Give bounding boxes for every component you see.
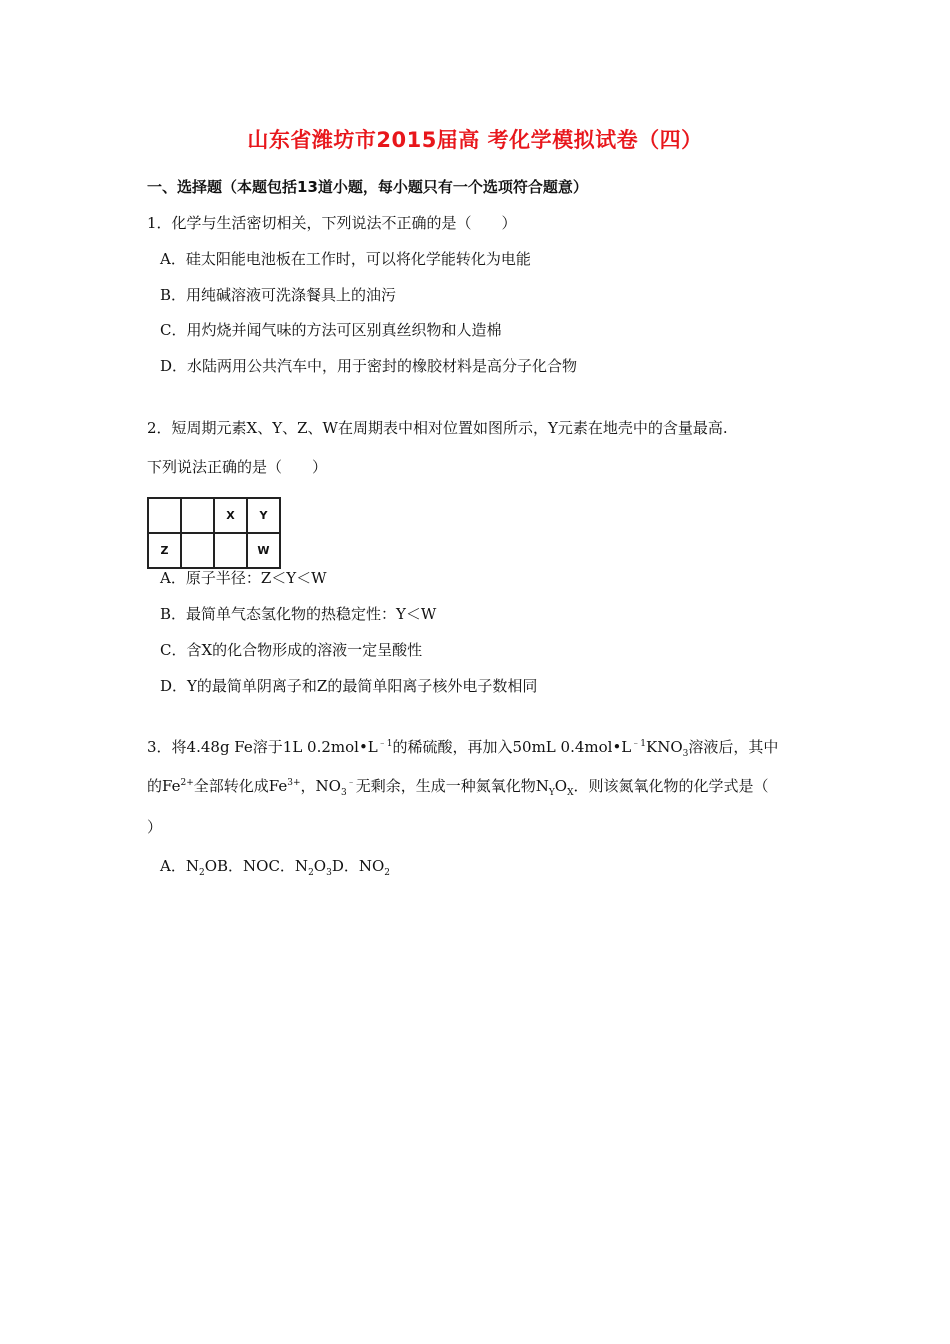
periodic-table-cell: Y [247,498,280,533]
q2-option-c: C．含X的化合物形成的溶液一定呈酸性 [160,641,423,659]
q2-option-a: A．原子半径：Z＜Y＜W [160,569,327,587]
q2-option-b: B．最简单气态氢化物的热稳定性：Y＜W [160,605,437,623]
q3-options: A．$N_2OB$．NOC．$N_2O_3D$．$NO_2$ [160,857,391,878]
periodic-table-cell [181,498,214,533]
periodic-table-cell: Z [148,533,181,568]
periodic-table-cell: X [214,498,247,533]
q1-stem: 1．化学与生活密切相关，下列说法不正确的是（ ） [147,214,517,232]
periodic-table-cell [181,533,214,568]
q1-option-b: B．用纯碱溶液可洗涤餐具上的油污 [160,286,397,304]
q3-stem-line1: 3．将4.48g Fe溶于1L $0.2mol•L^{﹣1}$的稀硫酸，再加入50mL $0.4mol•L^{﹣1}KNO_3$溶液后，其中 [147,738,779,759]
q3-stem-line2: 的$Fe^{2+}$全部转化成$Fe^{3+}$，$NO_3^﹣$无剩余，生成一种氮氧化物$N_YO_X$．则该氮氧化物的化学式是（ [147,777,769,798]
q1-option-d: D．水陆两用公共汽车中，用于密封的橡胶材料是高分子化合物 [160,357,578,375]
q3-stem-line3: ） [147,818,163,836]
q2-stem-line1: 2．短周期元素X、Y、Z、W在周期表中相对位置如图所示，Y元素在地壳中的含量最高. [147,419,728,437]
q1-option-a: A．硅太阳能电池板在工作时，可以将化学能转化为电能 [160,250,531,268]
periodic-table-row [148,498,280,533]
periodic-table-figure [147,497,281,569]
q2-option-d: D．Y的最简单阴离子和Z的最简单阳离子核外电子数相同 [160,677,538,695]
q1-option-c: C．用灼烧并闻气味的方法可区别真丝织物和人造棉 [160,321,502,339]
periodic-table-row [148,533,280,568]
q2-stem-line2: 下列说法正确的是（ ） [147,458,328,476]
periodic-table-cell: W [247,533,280,568]
page-title: 山东省潍坊市2015届高 考化学模拟试卷（四） [247,128,703,152]
section-heading: 一、选择题（本题包括13道小题，每小题只有一个选项符合题意） [147,178,588,196]
periodic-table-cell [214,533,247,568]
periodic-table-cell [148,498,181,533]
